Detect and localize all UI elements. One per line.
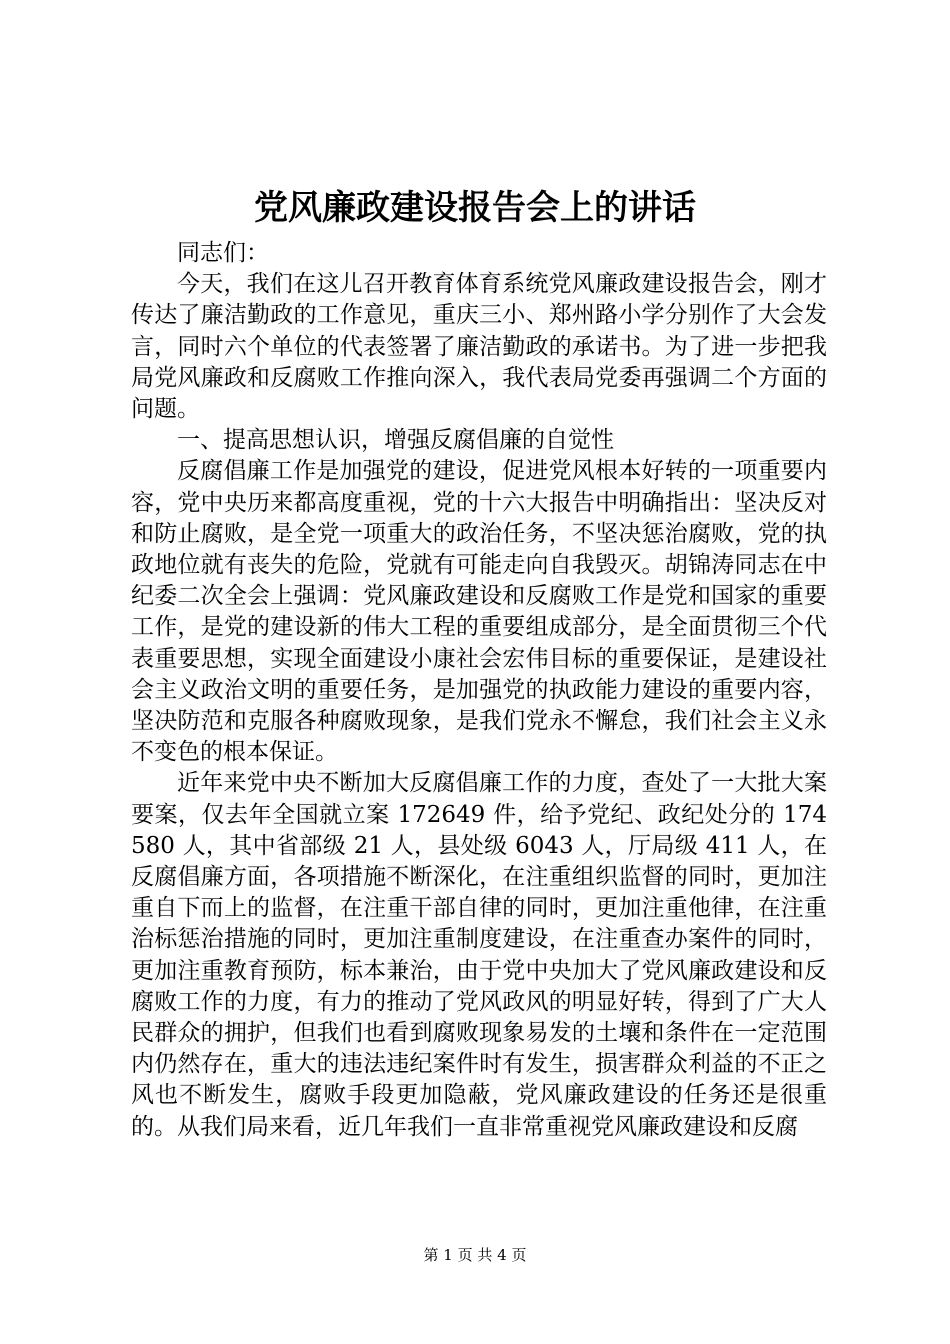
paragraph-body: 反腐倡廉工作是加强党的建设，促进党风根本好转的一项重要内容，党中央历来都高度重视，党的十六大报告中明确指出：坚决反对和防止腐败，是全党一项重大的政治任务，不坚决惩治腐败，党的执政地位就有丧失的危险，党就有可能走向自我毁灭。胡锦涛同志在中纪委二次全会上强调：党风廉政建设和反腐败工作是党和国家的重要工作，是党的建设新的伟大工程的重要组成部分，是全面贯彻三个代表重要思想，实现全面建设小康社会宏伟目标的重要保证，是建设社会主义政治文明的重要任务，是加强党的执政能力建设的重要内容，坚决防范和克服各种腐败现象，是我们党永不懈怠，我们社会主义永不变色的根本保证。 [131, 458, 827, 766]
document-body [131, 238, 827, 1143]
paragraph-intro: 今天，我们在这儿召开教育体育系统党风廉政建设报告会，刚才传达了廉洁勤政的工作意见，重庆三小、郑州路小学分别作了大会发言，同时六个单位的代表签署了廉洁勤政的承诺书。为了进一步把我局党风廉政和反腐败工作推向深入，我代表局党委再强调二个方面的问题。 [131, 271, 827, 423]
paragraph-body: 近年来党中央不断加大反腐倡廉工作的力度，查处了一大批大案要案，仅去年全国就立案 172649 件，给予党纪、政纪处分的 174580 人，其中省部级 21 人，县处级 6043 人，厅局级 411 人，在反腐倡廉方面，各项措施不断深化，在注重组织监督的同时，更加注重自下而上的监督，在注重干部自律的同时，更加注重他律，在注重治标惩治措施的同时，更加注重制度建设，在注重查办案件的同时，更加注重教育预防，标本兼治，由于党中央加大了党风廉政建设和反腐败工作的力度，有力的推动了党风政风的明显好转，得到了广大人民群众的拥护，但我们也看到腐败现象易发的土壤和条件在一定范围内仍然存在，重大的违法违纪案件时有发生，损害群众利益的不正之风也不断发生，腐败手段更加隐蔽，党风廉政建设的任务还是很重的。从我们局来看，近几年我们一直非常重视党风廉政建设和反腐 [131, 770, 827, 1140]
section-heading: 一、提高思想认识，增强反腐倡廉的自觉性 [177, 427, 614, 454]
document-title: 党风廉政建设报告会上的讲话 [254, 188, 696, 228]
page-number-footer: 第 1 页 共 4 页 [423, 1246, 527, 1264]
paragraph-salutation: 同志们： [177, 240, 269, 266]
